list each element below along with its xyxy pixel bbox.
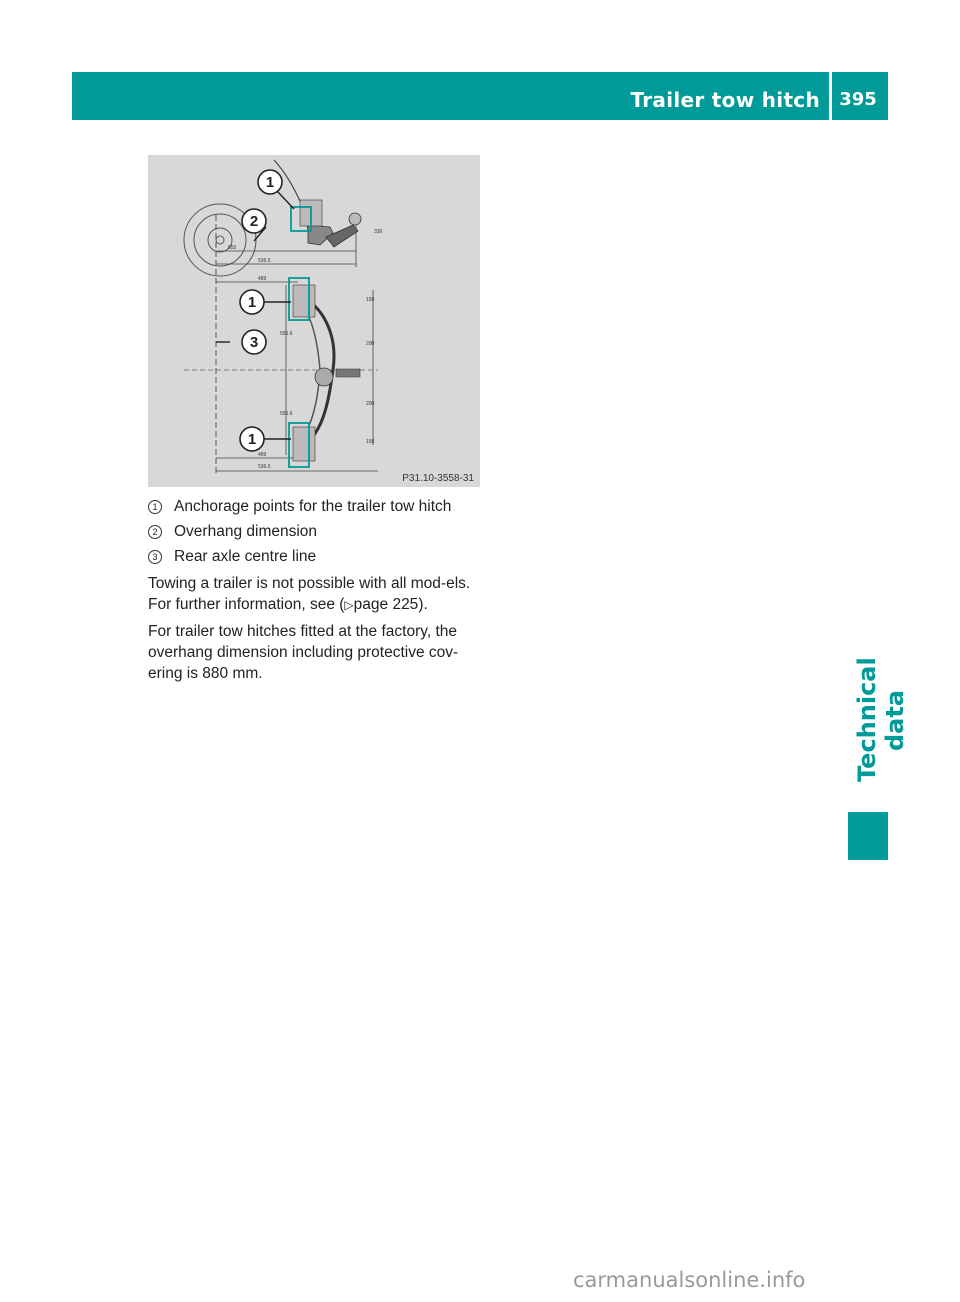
page-reference-arrow-icon: ▷ [344,598,354,612]
svg-text:150: 150 [366,297,375,303]
legend-item [148,522,484,547]
header-separator [829,72,832,120]
legend-marker: 1 [148,500,162,514]
svg-text:536.5: 536.5 [258,258,271,264]
chapter-label: Technical data [853,657,909,783]
callout-2: 2 [249,213,259,230]
svg-text:655: 655 [228,245,237,251]
tow-hitch-diagram [148,155,480,487]
callout-1-top: 1 [265,174,275,191]
page-number: 395 [839,89,877,110]
svg-text:536.5: 536.5 [258,464,271,470]
legend-item [148,547,484,572]
legend-text: Anchorage points for the trailer tow hitch [174,498,452,515]
legend-text: Overhang dimension [174,523,318,540]
callout-3: 3 [249,334,259,351]
paragraph-overhang-dimension: For trailer tow hitches fitted at the factory, the overhang dimension including protective cov-ering is 880 mm. [148,623,459,682]
legend-marker: 3 [148,550,162,564]
paragraph-towing-note: Towing a trailer is not possible with all mod-els. For further information, see (▷page 225). [148,575,471,613]
svg-text:150: 150 [366,439,375,445]
svg-text:200: 200 [366,401,375,407]
svg-text:555.6: 555.6 [280,331,293,337]
legend-text: Rear axle centre line [174,548,317,565]
svg-text:330: 330 [374,229,383,235]
chapter-tab-marker [848,812,888,860]
legend-item [148,497,484,522]
watermark: carmanualsonline.info [573,1268,806,1292]
figure-legend [148,497,484,572]
page-reference-link[interactable]: page 225 [353,596,419,613]
section-title: Trailer tow hitch [630,88,820,112]
callout-1-upper: 1 [247,294,257,311]
svg-text:200: 200 [366,341,375,347]
callout-1-lower: 1 [247,431,257,448]
legend-marker: 2 [148,525,162,539]
svg-text:555.6: 555.6 [280,411,293,417]
svg-text:489: 489 [258,452,267,458]
header-bar [72,72,888,120]
image-code: P31.10-3558-31 [402,473,474,484]
svg-text:489: 489 [258,276,267,282]
